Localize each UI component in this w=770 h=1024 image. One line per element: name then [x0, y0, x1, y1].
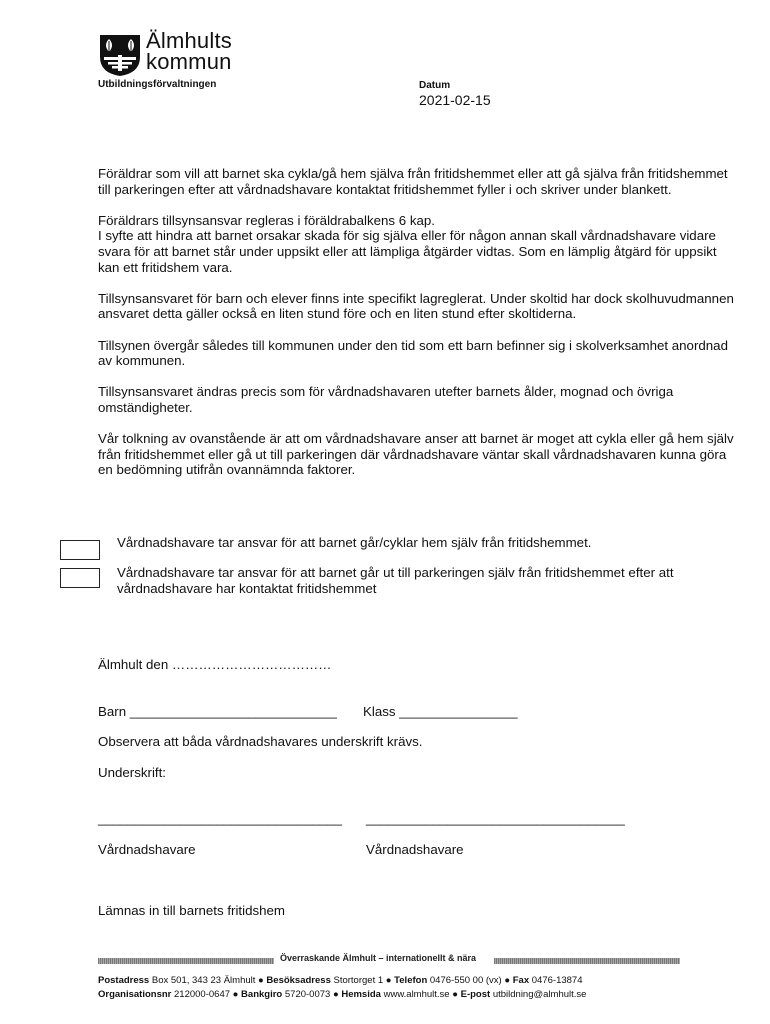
- date-label: Datum: [419, 80, 451, 91]
- footer-contact-line-1: [98, 975, 582, 986]
- footer-contact-line-2: [98, 989, 586, 1000]
- signature-line-guardian-2[interactable]: ___________________________________: [366, 811, 625, 826]
- municipality-logo: [98, 33, 142, 77]
- footer-rule-right: [494, 958, 680, 964]
- bullet-icon: ●: [258, 975, 264, 986]
- fax-label: Fax: [512, 975, 530, 986]
- postal-value: Box 501, 343 23 Älmhult: [151, 975, 256, 986]
- web-link[interactable]: www.almhult.se: [383, 989, 450, 1000]
- fax-value: 0476-13874: [531, 975, 583, 986]
- paragraph-municipality: Tillsynen övergår således till kommunen under den tid som ett barn befinner sig i skolverksamhet anordnad av kommunen.: [98, 337, 728, 369]
- bullet-icon: ●: [385, 975, 392, 986]
- visit-value: Stortorget 1: [333, 975, 384, 986]
- phone-label: Telefon: [394, 975, 428, 986]
- place-date-field[interactable]: Älmhult den ………………………………: [98, 657, 332, 672]
- bankgiro-label: Bankgiro: [241, 989, 283, 1000]
- footer-slogan: Överraskande Älmhult – internationellt & nära: [280, 953, 477, 963]
- bullet-icon: ●: [504, 975, 511, 986]
- paragraph-age: Tillsynsansvaret ändras precis som för vårdnadshavaren utefter barnets ålder, mognad och övriga omständigheter.: [98, 384, 674, 415]
- signature-label: Underskrift:: [98, 765, 166, 780]
- child-name-field[interactable]: Barn ____________________________: [98, 704, 337, 719]
- signature-note: Observera att båda vårdnadshavares underskrift krävs.: [98, 734, 423, 749]
- footer-rule-left: [98, 958, 274, 964]
- class-field[interactable]: Klass ________________: [363, 704, 518, 719]
- option-checkbox-walk-home[interactable]: [60, 540, 100, 560]
- signature-line-guardian-1[interactable]: _________________________________: [98, 811, 343, 826]
- orgnr-value: 212000-0647: [174, 989, 231, 1000]
- municipality-name-line1: Älmhults: [146, 28, 232, 53]
- bankgiro-value: 5720-0073: [284, 989, 331, 1000]
- department-name: Utbildningsförvaltningen: [98, 79, 217, 90]
- visit-label: Besöksadress: [266, 975, 331, 986]
- paragraph-law: Föräldrars tillsynsansvar regleras i föräldrabalkens 6 kap.: [98, 212, 435, 228]
- guardian-label-1: Vårdnadshavare: [98, 842, 196, 857]
- orgnr-label: Organisationsnr: [98, 989, 172, 1000]
- email-label: E-post: [460, 989, 491, 1000]
- municipality-name: [146, 30, 232, 72]
- bullet-icon: ●: [232, 989, 239, 1000]
- paragraph-purpose: I syfte att hindra att barnet orsakar skada för sig själva eller för någon annan skall vårdnadshavare vidare svara för att barnet står under uppsikt eller att lämpliga åtgärder vidtas. Som en lämplig åtgärd för uppsikt kan ett fritidshem vara.: [98, 228, 717, 275]
- phone-value: 0476-550 00 (vx): [429, 975, 502, 986]
- submission-note: Lämnas in till barnets fritidshem: [98, 903, 285, 918]
- postal-label: Postadress: [98, 975, 150, 986]
- paragraph-school-responsibility: Tillsynsansvaret för barn och elever finns inte specifikt lagreglerat. Under skoltid har dock skolhuvudmannen ansvaret detta gäller också en liten stund före och en liten stund efter skoltiderna.: [98, 290, 734, 322]
- email-link[interactable]: utbildning@almhult.se: [492, 989, 587, 1000]
- option-label-parking: Vårdnadshavare tar ansvar för att barnet går ut till parkeringen själv från fritidshemmet efter att vårdnadshavare har kontaktat fritidshemmet: [117, 565, 674, 596]
- web-label: Hemsida: [341, 989, 381, 1000]
- paragraph-intro: Föräldrar som vill att barnet ska cykla/gå hem själva från fritidshemmet eller att gå själva från fritidshemmet till parkeringen efter att vårdnadshavare kontaktat fritidshemmet fyller i och skriver under blankett.: [98, 166, 728, 197]
- option-label-walk-home: Vårdnadshavare tar ansvar för att barnet går/cyklar hem själv från fritidshemmet.: [117, 535, 592, 550]
- coat-of-arms-icon: [98, 33, 142, 77]
- bullet-icon: ●: [332, 989, 339, 1000]
- date-value: 2021-02-15: [419, 92, 491, 108]
- municipality-name-line2: kommun: [146, 49, 232, 74]
- paragraph-interpretation: Vår tolkning av ovanstående är att om vårdnadshavare anser att barnet är moget att cykla eller gå hem själv från fritidshemmet eller gå ut till parkeringen där vårdnadshavare väntar skall vårdnadshavaren kunna göra en bedömning utifrån ovannämnda faktorer.: [98, 431, 734, 478]
- document-body: [98, 166, 738, 493]
- bullet-icon: ●: [452, 989, 458, 1000]
- option-checkbox-parking[interactable]: [60, 568, 100, 588]
- guardian-label-2: Vårdnadshavare: [366, 842, 464, 857]
